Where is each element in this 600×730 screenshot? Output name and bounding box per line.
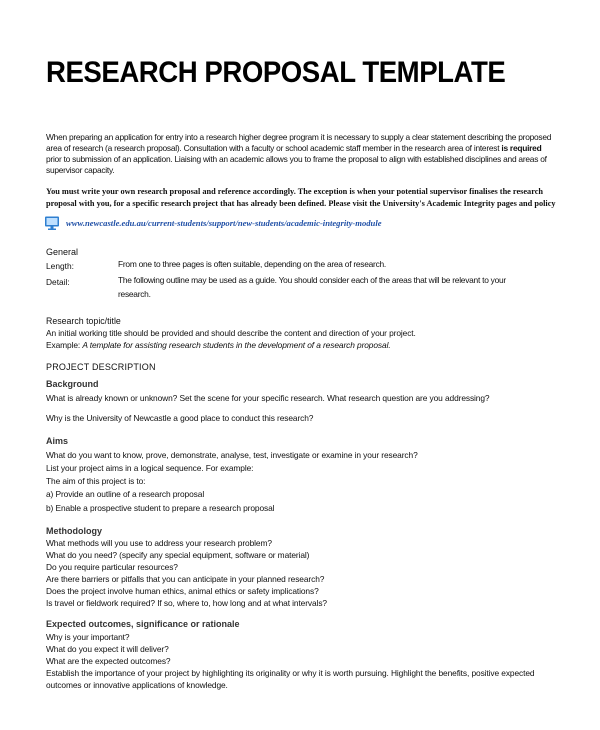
length-value: From one to three pages is often suitable, depending on the area of research. [118, 259, 387, 269]
intro-text-1: When preparing an application for entry into a research higher degree program it is necessary to supply a clear statement describing the proposed area of research (a research proposal). Consultation with a faculty or school academic staff member in the research area of interest [46, 132, 552, 153]
background-heading: Background [46, 379, 99, 389]
aims-heading: Aims [46, 436, 69, 446]
research-topic-heading: Research topic/title [46, 316, 121, 326]
topic-example-line [46, 340, 391, 350]
background-line-1: What is already known or unknown? Set the scene for your specific research. What research question are you addressing? [46, 393, 490, 403]
methodology-line-1: What methods will you use to address your research problem? [46, 538, 272, 548]
methodology-line-2: What do you need? (specify any special equipment, software or material) [46, 550, 310, 560]
integrity-link-row[interactable] [44, 213, 382, 233]
monitor-icon [44, 215, 60, 231]
aims-line-5: b) Enable a prospective student to prepare a research proposal [46, 503, 275, 513]
methodology-line-4: Are there barriers or pitfalls that you can anticipate in your planned research? [46, 574, 325, 584]
outcomes-line-3: What are the expected outcomes? [46, 656, 171, 666]
document-title: RESEARCH PROPOSAL TEMPLATE [46, 56, 506, 89]
methodology-line-6: Is travel or fieldwork required? If so, where to, how long and at what intervals? [46, 598, 327, 608]
aims-line-3: The aim of this project is to: [46, 476, 146, 486]
detail-value-1: The following outline may be used as a guide. You should consider each of the areas that will be relevant to your [118, 275, 506, 285]
outcomes-heading: Expected outcomes, significance or rationale [46, 619, 240, 629]
example-label: Example: [46, 340, 83, 350]
detail-label: Detail: [46, 277, 70, 287]
intro-bold-required: is required [501, 143, 542, 153]
topic-line: An initial working title should be provided and should describe the content and direction of your project. [46, 328, 416, 338]
methodology-line-3: Do you require particular resources? [46, 562, 178, 572]
outcomes-line-2: What do you expect it will deliver? [46, 644, 169, 654]
outcomes-line-4: Establish the importance of your project by highlighting its originality or why it is worth pursuing. Highlight the benefits, positive expected [46, 668, 535, 678]
project-description-heading: PROJECT DESCRIPTION [46, 362, 156, 372]
outcomes-line-1: Why is your important? [46, 632, 130, 642]
length-label: Length: [46, 261, 74, 271]
methodology-heading: Methodology [46, 526, 102, 536]
aims-line-4: a) Provide an outline of a research proposal [46, 489, 205, 499]
academic-integrity-warning: You must write your own research proposal and reference accordingly. The exception is when your potential supervisor finalises the research proposal with you, for a specific research project that has already been defined. Please visit the University's Academic Integrity pages and policy [46, 187, 556, 208]
general-heading: General [46, 247, 79, 257]
methodology-line-5: Does the project involve human ethics, animal ethics or safety implications? [46, 586, 319, 596]
aims-line-2: List your project aims in a logical sequence. For example: [46, 463, 254, 473]
aims-line-1: What do you want to know, prove, demonstrate, analyse, test, investigate or examine in your research? [46, 450, 418, 460]
outcomes-line-5: outcomes or innovative applications of knowledge. [46, 680, 228, 690]
intro-text-2: prior to submission of an application. Liaising with an academic allows you to frame the proposal to align with established disciplines and areas of supervisor capacity. [46, 154, 547, 175]
integrity-link[interactable]: www.newcastle.edu.au/current-students/support/new-students/academic-integrity-module [66, 218, 382, 228]
background-line-2: Why is the University of Newcastle a good place to conduct this research? [46, 413, 314, 423]
example-text: A template for assisting research students in the development of a research proposal. [82, 340, 391, 350]
detail-value-2: research. [118, 289, 151, 299]
intro-paragraph [46, 132, 558, 176]
